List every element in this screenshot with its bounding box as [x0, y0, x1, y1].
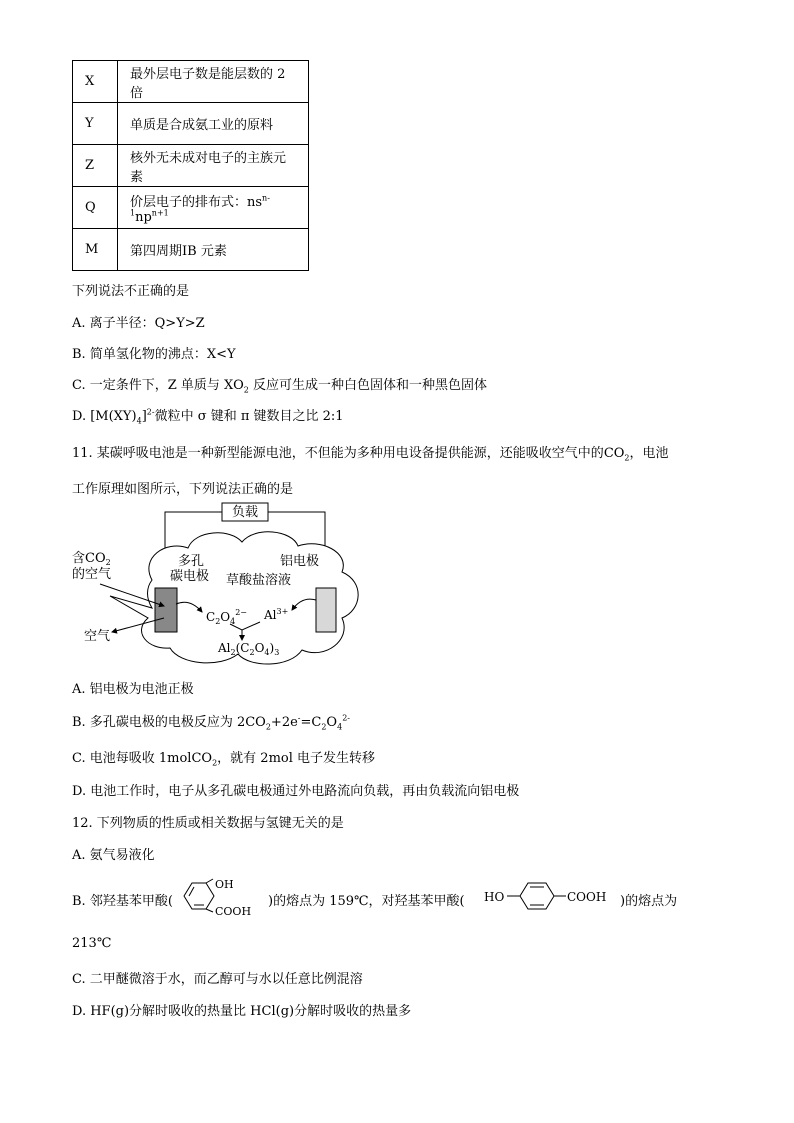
inlet-label-2: 的空气	[72, 567, 112, 582]
product-label: $Al_2(C_2O_4)_3$	[218, 641, 280, 657]
element-key: Y	[73, 103, 118, 145]
q11-stem-line1: 11. 某碳呼吸电池是一种新型能源电池，不但能为多种用电设备提供能源，还能吸收空气中的$CO_2$，电池	[72, 446, 669, 463]
element-desc: 单质是合成氨工业的原料	[118, 103, 309, 145]
q10-option-d: D. $[M(XY)_4]^{2-}$微粒中 σ 键和 π 键数目之比 2:1	[72, 407, 344, 426]
element-desc: 核外无未成对电子的主族元素	[118, 145, 309, 187]
q12-option-b-mid: )的熔点为 159℃，对羟基苯甲酸(	[268, 894, 465, 909]
inlet-label-1: 含$CO_2$	[72, 551, 111, 567]
q12-option-d: D. HF(g)分解时吸收的热量比 HCl(g)分解时吸收的热量多	[72, 1004, 412, 1019]
q11-option-d: D. 电池工作时，电子从多孔碳电极通过外电路流向负载，再由负载流向铝电极	[72, 784, 520, 799]
element-desc: 价层电子的排布式：$ns^{n-1}np^{n+1}$	[118, 187, 309, 229]
table-row	[73, 229, 309, 271]
element-key: Z	[73, 145, 118, 187]
q12-option-a: A. 氨气易液化	[72, 848, 155, 863]
element-desc: 最外层电子数是能层数的 2 倍	[118, 61, 309, 103]
ortho-oh-label: OH	[215, 878, 234, 891]
q11-option-b: B. 多孔碳电极的电极反应为 $2CO_2+2e^-=C_2O_4^{2-}$	[72, 713, 350, 732]
element-key: M	[73, 229, 118, 271]
oxalate-ion: $C_2O_4^{2-}$	[206, 608, 248, 626]
q10-option-a: A. 离子半径：Q>Y>Z	[72, 316, 205, 331]
aluminum-electrode	[316, 588, 336, 632]
porous-carbon-electrode	[155, 588, 177, 632]
table-row	[73, 187, 309, 229]
outlet-label: 空气	[84, 629, 111, 644]
q12-option-c: C. 二甲醚微溶于水，而乙醇可与水以任意比例混溶	[72, 972, 363, 987]
porous-label-2: 碳电极	[170, 569, 210, 584]
element-table	[72, 60, 309, 271]
q12-option-b-post: )的熔点为	[620, 894, 678, 909]
q11-option-a: A. 铝电极为电池正极	[72, 682, 194, 697]
q10-option-c: C. 一定条件下，Z 单质与 $XO_2$ 反应可生成一种白色固体和一种黑色固体	[72, 378, 487, 395]
q11-option-c: C. 电池每吸收 1molCO$_2$，就有 2mol 电子发生转移	[72, 751, 376, 768]
q12-option-b-pre: B. 邻羟基苯甲酸(	[72, 894, 173, 909]
element-key: Q	[73, 187, 118, 229]
q10-stem: 下列说法不正确的是	[72, 284, 190, 299]
battery-diagram	[70, 500, 370, 670]
table-row	[73, 145, 309, 187]
al-electrode-label: 铝电极	[280, 554, 320, 569]
para-ho-label: HO	[484, 890, 505, 904]
element-desc: 第四周期ⅠB 元素	[118, 229, 309, 271]
load-label: 负载	[231, 505, 259, 520]
q11-stem-line2: 工作原理如图所示，下列说法正确的是	[72, 482, 294, 497]
para-hydroxybenzoic-acid-structure	[480, 878, 620, 914]
table-row	[73, 103, 309, 145]
table-row	[73, 61, 309, 103]
para-cooh-label: COOH	[567, 890, 607, 904]
element-key: X	[73, 61, 118, 103]
solution-label: 草酸盐溶液	[226, 573, 292, 588]
q12-stem: 12. 下列物质的性质或相关数据与氢键无关的是	[72, 816, 344, 831]
q10-option-b: B. 简单氢化物的沸点：X<Y	[72, 347, 236, 362]
aluminum-ion: $Al^{3+}$	[264, 607, 289, 622]
porous-label-1: 多孔	[178, 554, 205, 569]
ortho-hydroxybenzoic-acid-structure	[180, 876, 260, 916]
ortho-cooh-label: COOH	[215, 905, 252, 916]
q12-option-b-cont: 213℃	[72, 936, 112, 951]
